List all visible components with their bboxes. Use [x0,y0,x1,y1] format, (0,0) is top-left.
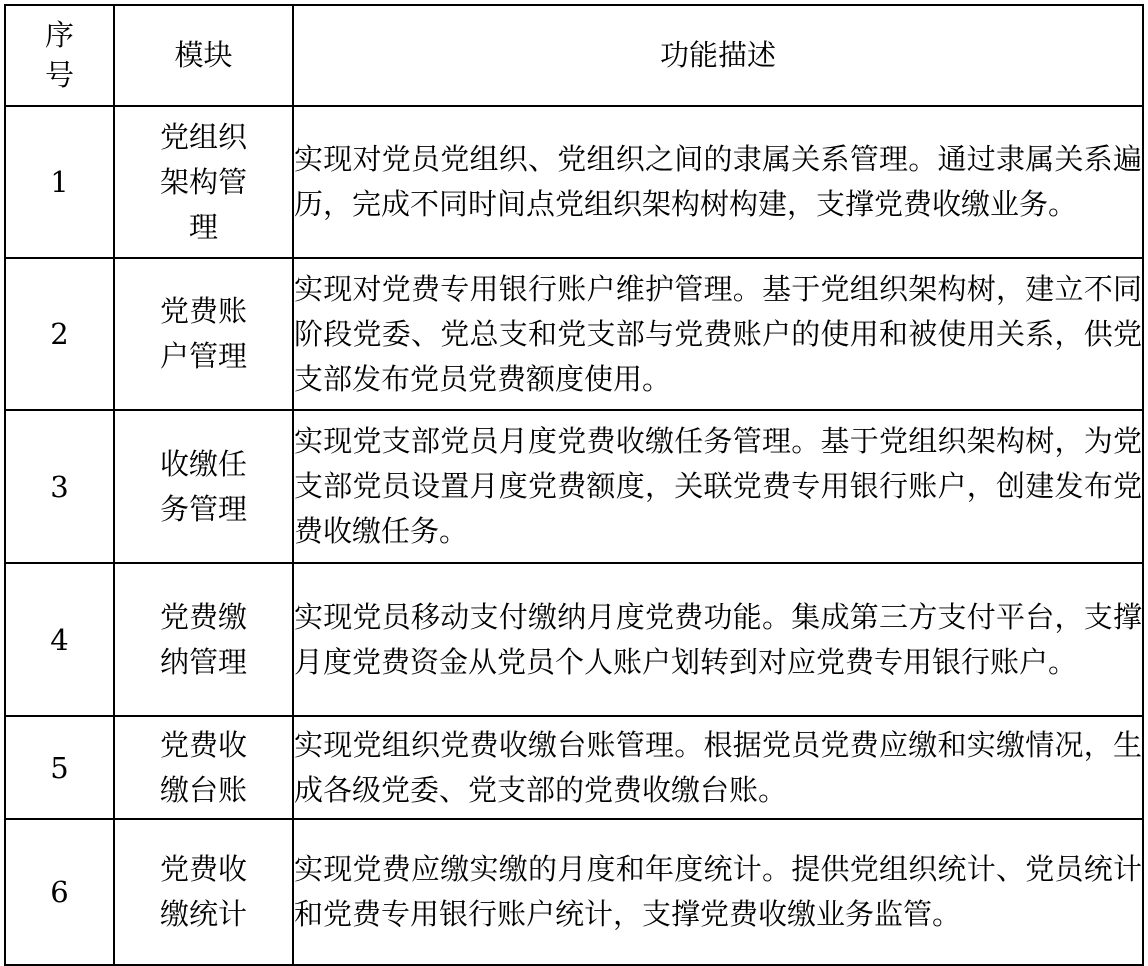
row-module: 党费账户管理 [114,258,293,410]
table-row [5,716,1143,819]
table-header-row [5,5,1143,106]
row-description: 实现对党费专用银行账户维护管理。基于党组织架构树，建立不同阶段党委、党总支和党支部与党费账户的使用和被使用关系，供党支部发布党员党费额度使用。 [293,258,1143,410]
header-description: 功能描述 [293,5,1143,106]
table-row [5,819,1143,965]
row-num: 2 [5,258,114,410]
row-description: 实现党员移动支付缴纳月度党费功能。集成第三方支付平台，支撑月度党费资金从党员个人账户划转到对应党费专用银行账户。 [293,563,1143,716]
table-row [5,563,1143,716]
table-row [5,258,1143,410]
row-description: 实现党支部党员月度党费收缴任务管理。基于党组织架构树，为党支部党员设置月度党费额度，关联党费专用银行账户，创建发布党费收缴任务。 [293,410,1143,563]
header-num: 序号 [5,5,114,106]
row-num: 3 [5,410,114,563]
row-description: 实现对党员党组织、党组织之间的隶属关系管理。通过隶属关系遍历，完成不同时间点党组织架构树构建，支撑党费收缴业务。 [293,106,1143,258]
row-description: 实现党组织党费收缴台账管理。根据党员党费应缴和实缴情况，生成各级党委、党支部的党费收缴台账。 [293,716,1143,819]
function-table [4,4,1144,966]
row-module: 收缴任务管理 [114,410,293,563]
row-num: 5 [5,716,114,819]
row-num: 1 [5,106,114,258]
header-module: 模块 [114,5,293,106]
table-row [5,410,1143,563]
row-num: 6 [5,819,114,965]
row-module: 党费缴纳管理 [114,563,293,716]
row-description: 实现党费应缴实缴的月度和年度统计。提供党组织统计、党员统计和党费专用银行账户统计，支撑党费收缴业务监管。 [293,819,1143,965]
row-num: 4 [5,563,114,716]
row-module: 党费收缴统计 [114,819,293,965]
row-module: 党费收缴台账 [114,716,293,819]
row-module: 党组织架构管理 [114,106,293,258]
table-row [5,106,1143,258]
